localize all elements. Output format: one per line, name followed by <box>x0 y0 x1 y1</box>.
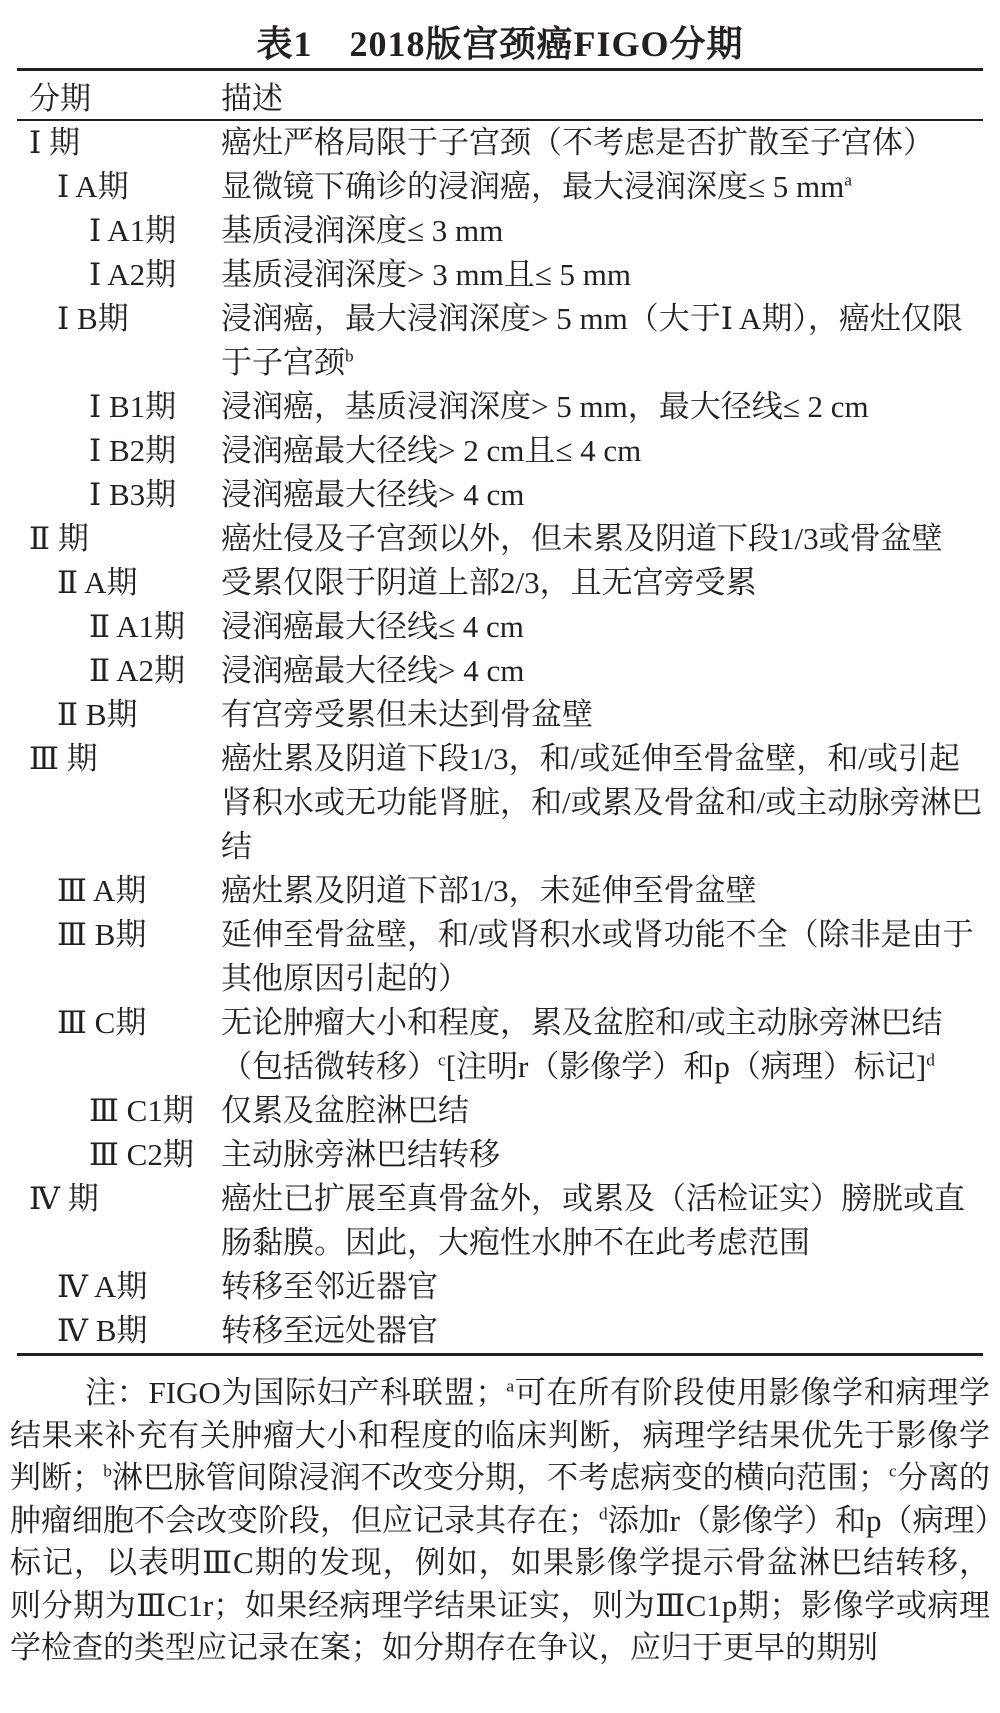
text-segment: 分离的肿瘤细胞不会改变阶段，但应记录其存在； <box>10 1460 991 1538</box>
text-segment: 浸润癌，基质浸润深度> 5 mm，最大径线≤ 2 cm <box>221 389 869 424</box>
footnote-marker: c <box>438 1050 446 1070</box>
text-segment: 癌灶累及阴道下部1/3，未延伸至骨盆壁 <box>221 873 757 908</box>
description-cell <box>221 913 983 1001</box>
stage-cell: Ⅲ A期 <box>57 873 147 908</box>
text-segment: 癌灶累及阴道下段1/3，和/或延伸至骨盆壁，和/或引起肾积水或无功能肾脏，和/或累及骨盆和/或主动脉旁淋巴结 <box>221 741 983 864</box>
header-row <box>17 70 983 121</box>
stage-cell: Ⅰ B1期 <box>89 389 177 424</box>
text-segment: 延伸至骨盆壁，和/或肾积水或肾功能不全（除非是由于其他原因引起的） <box>221 917 974 996</box>
description-cell <box>221 869 983 913</box>
stage-cell: Ⅱ A2期 <box>89 653 185 688</box>
text-segment: 添加r（影像学）和p（病理）标记，以表明ⅢC期的发现，例如，如果影像学提示骨盆淋巴结转移，则分期为ⅢC1r；如果经病理学结果证实，则为ⅢC1p期；影像学或病理学检查的类型应记录在案；如分期存在争议，应归于更早的期别 <box>10 1502 991 1665</box>
stage-cell: Ⅱ A期 <box>57 565 138 600</box>
table-title: 表1 2018版宫颈癌FIGO分期 <box>256 24 744 64</box>
table-footnote <box>10 1372 990 1670</box>
description-cell <box>221 429 983 473</box>
text-segment: 基质浸润深度≤ 3 mm <box>221 213 504 248</box>
description-cell <box>221 165 983 209</box>
text-segment: 有宫旁受累但未达到骨盆壁 <box>221 697 593 732</box>
stage-cell: Ⅱ B期 <box>57 697 138 732</box>
text-segment: 基质浸润深度> 3 mm且≤ 5 mm <box>221 257 631 292</box>
footnote-marker: a <box>844 170 852 190</box>
table-row <box>17 165 983 209</box>
stage-cell: Ⅳ 期 <box>29 1181 99 1216</box>
text-segment: 转移至邻近器官 <box>221 1269 438 1304</box>
footnote-marker: b <box>345 346 354 366</box>
text-segment: 癌灶严格局限于子宫颈（不考虑是否扩散至子宫体） <box>221 125 934 160</box>
text-segment: 浸润癌最大径线> 4 cm <box>221 477 525 512</box>
text-segment: 浸润癌最大径线> 2 cm且≤ 4 cm <box>221 433 642 468</box>
stage-cell: Ⅲ 期 <box>29 741 98 776</box>
text-segment: 主动脉旁淋巴结转移 <box>221 1137 500 1172</box>
table-body <box>17 120 983 1355</box>
stage-cell: Ⅰ B期 <box>57 301 129 336</box>
footnote-marker: b <box>103 1461 112 1481</box>
text-segment: 癌灶已扩展至真骨盆外，或累及（活检证实）膀胱或直肠黏膜。因此，大疱性水肿不在此考虑范围 <box>221 1181 965 1260</box>
table-row <box>17 1177 983 1265</box>
table-row <box>17 1309 983 1355</box>
table-row <box>17 693 983 737</box>
table-row <box>17 1133 983 1177</box>
text-segment: 浸润癌，最大浸润深度> 5 mm（大于Ⅰ A期），癌灶仅限于子宫颈 <box>221 301 963 380</box>
description-cell <box>221 297 983 385</box>
stage-cell: Ⅰ A1期 <box>89 213 177 248</box>
description-cell <box>221 649 983 693</box>
table-row <box>17 1265 983 1309</box>
text-segment: 淋巴脉管间隙浸润不改变分期，不考虑病变的横向范围； <box>111 1460 890 1495</box>
text-segment: 浸润癌最大径线≤ 4 cm <box>221 609 524 644</box>
text-segment: 显微镜下确诊的浸润癌，最大浸润深度≤ 5 mm <box>221 169 845 204</box>
stage-cell: Ⅰ A2期 <box>89 257 177 292</box>
description-cell <box>221 605 983 649</box>
table-row <box>17 517 983 561</box>
table-row <box>17 297 983 385</box>
column-header-stage: 分期 <box>17 70 221 121</box>
text-segment: 注：FIGO为国际妇产科联盟； <box>85 1375 507 1410</box>
stage-cell: Ⅱ 期 <box>29 521 89 556</box>
description-cell <box>221 737 983 869</box>
text-segment: 无论肿瘤大小和程度，累及盆腔和/或主动脉旁淋巴结（包括微转移） <box>221 1005 943 1084</box>
table-row <box>17 869 983 913</box>
table-row <box>17 253 983 297</box>
stage-cell: Ⅲ C2期 <box>89 1137 194 1172</box>
text-segment: 浸润癌最大径线> 4 cm <box>221 653 525 688</box>
stage-cell: Ⅰ A期 <box>57 169 129 204</box>
text-segment: 受累仅限于阴道上部2/3，且无宫旁受累 <box>221 565 757 600</box>
stage-cell: Ⅱ A1期 <box>89 609 185 644</box>
text-segment: 癌灶侵及子宫颈以外，但未累及阴道下段1/3或骨盆壁 <box>221 521 943 556</box>
table-row <box>17 605 983 649</box>
table-row <box>17 913 983 1001</box>
description-cell <box>221 1309 983 1355</box>
table-row <box>17 649 983 693</box>
description-cell <box>221 561 983 605</box>
table-row <box>17 561 983 605</box>
footnote-marker: a <box>506 1376 515 1396</box>
footnote-marker: c <box>889 1461 897 1481</box>
text-segment: 转移至远处器官 <box>221 1313 438 1348</box>
text-segment: 仅累及盆腔淋巴结 <box>221 1093 469 1128</box>
description-cell <box>221 1133 983 1177</box>
stage-cell: Ⅳ B期 <box>57 1313 148 1348</box>
description-cell <box>221 1001 983 1089</box>
text-segment: [注明r（影像学）和p（病理）标记] <box>445 1049 927 1084</box>
description-cell <box>221 253 983 297</box>
description-cell <box>221 120 983 165</box>
description-cell <box>221 1177 983 1265</box>
figo-staging-table <box>17 68 983 1356</box>
table-row <box>17 429 983 473</box>
footnote-marker: d <box>599 1504 608 1524</box>
table-row <box>17 120 983 165</box>
table-row <box>17 209 983 253</box>
stage-cell: Ⅲ C1期 <box>89 1093 194 1128</box>
description-cell <box>221 385 983 429</box>
stage-cell: Ⅲ B期 <box>57 917 147 952</box>
stage-cell: Ⅲ C期 <box>57 1005 147 1040</box>
stage-cell: Ⅰ B2期 <box>89 433 177 468</box>
text-segment: 可在所有阶段使用影像学和病理学结果来补充有关肿瘤大小和程度的临床判断，病理学结果优先于影像学判断； <box>10 1375 991 1495</box>
table-row <box>17 473 983 517</box>
description-cell <box>221 693 983 737</box>
table-row <box>17 737 983 869</box>
description-cell <box>221 1089 983 1133</box>
description-cell <box>221 1265 983 1309</box>
stage-cell: Ⅳ A期 <box>57 1269 148 1304</box>
table-row <box>17 1089 983 1133</box>
stage-cell: Ⅰ 期 <box>29 125 80 160</box>
table-row <box>17 385 983 429</box>
table-row <box>17 1001 983 1089</box>
column-header-description: 描述 <box>221 70 983 121</box>
description-cell <box>221 209 983 253</box>
description-cell <box>221 473 983 517</box>
footnote-marker: d <box>926 1050 935 1070</box>
description-cell <box>221 517 983 561</box>
stage-cell: Ⅰ B3期 <box>89 477 177 512</box>
